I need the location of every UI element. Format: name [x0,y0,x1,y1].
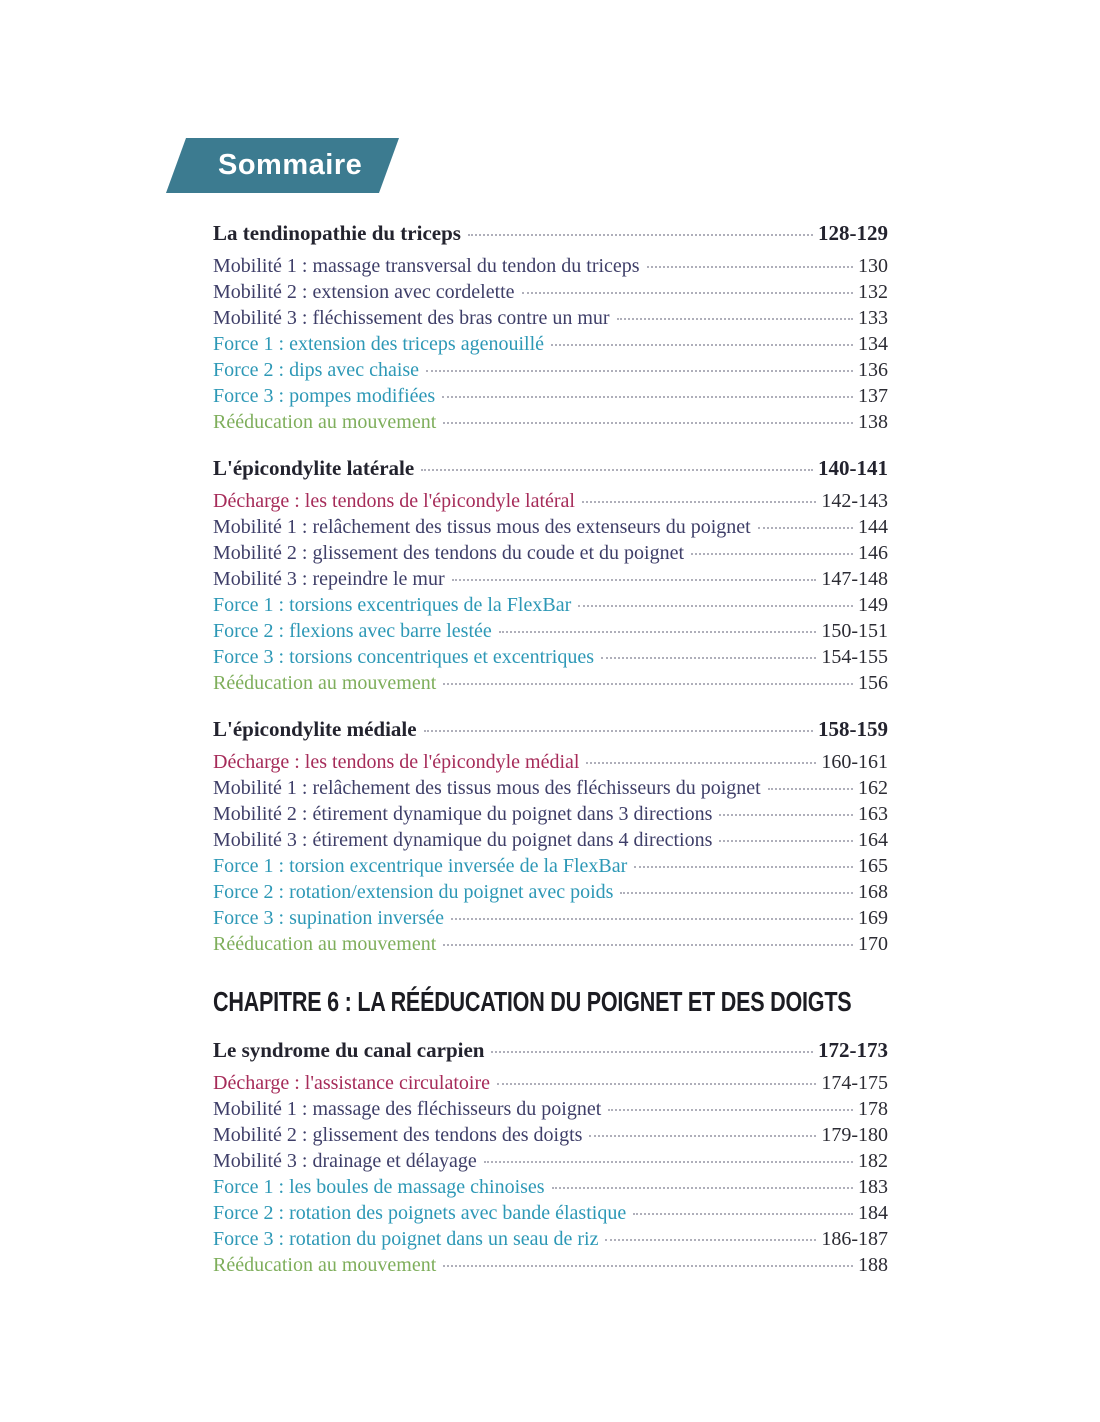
toc-entry-label: Force 3 : supination inversée [213,907,445,929]
toc-entry-row [213,853,888,879]
toc-entry-row [213,801,888,827]
dot-leader [633,1213,853,1215]
dot-leader [578,605,853,607]
toc-entry-label: Force 1 : les boules de massage chinoises [213,1176,545,1198]
toc-entry-page-number: 130 [858,255,888,277]
toc-entry-label: Mobilité 1 : massage transversal du tendon du triceps [213,255,640,277]
toc-entry-label: Mobilité 1 : relâchement des tissus mous des fléchisseurs du poignet [213,777,761,799]
toc-entry-page-number: 134 [858,333,888,355]
toc-section [213,716,888,957]
toc-entry-row [213,279,888,305]
toc-entry-page-number: 160-161 [821,751,888,773]
toc-entry-label: Mobilité 3 : étirement dynamique du poignet dans 4 directions [213,829,713,851]
dot-leader [452,579,817,581]
dot-leader [443,683,853,685]
toc-entry-row [213,1174,888,1200]
toc-entry-row [213,1096,888,1122]
toc-entry-label: Mobilité 2 : glissement des tendons du coude et du poignet [213,542,685,564]
toc-entry-page-number: 184 [858,1202,888,1224]
toc-entry-row [213,514,888,540]
chapter-heading-text: CHAPITRE 6 : LA RÉÉDUCATION DU POIGNET ET DES DOIGTS [213,986,852,1017]
dot-leader [634,866,853,868]
toc-section-title-label: Le syndrome du canal carpien [213,1038,485,1062]
toc-entry-page-number: 183 [858,1176,888,1198]
toc-section-title-label: La tendinopathie du triceps [213,221,461,245]
toc-entry-page-number: 179-180 [821,1124,888,1146]
toc-entry-page-number: 138 [858,411,888,433]
sommaire-banner [166,138,399,193]
dot-leader [551,344,853,346]
toc-entry-row [213,1070,888,1096]
toc-entry-label: Force 2 : flexions avec barre lestée [213,620,492,642]
dot-leader [552,1187,853,1189]
toc-entry-page-number: 170 [858,933,888,955]
toc-entry-label: Force 1 : torsions excentriques de la FlexBar [213,594,572,616]
toc-entry-label: Mobilité 1 : massage des fléchisseurs du poignet [213,1098,602,1120]
toc-entry-row [213,357,888,383]
toc-entry-page-number: 136 [858,359,888,381]
dot-leader [443,1265,853,1267]
dot-leader [443,422,853,424]
toc-entry-label: Mobilité 2 : extension avec cordelette [213,281,515,303]
toc-entry-row [213,879,888,905]
dot-leader [605,1239,816,1241]
toc-section-title-page-number: 158-159 [818,717,888,741]
toc-entry-row [213,540,888,566]
toc-section [213,1037,888,1278]
dot-leader [421,469,813,471]
toc-entry-label: Rééducation au mouvement [213,933,437,955]
toc-entry-page-number: 174-175 [821,1072,888,1094]
toc-section-title-row [213,716,888,742]
toc-section-title-row [213,455,888,481]
toc-entry-page-number: 133 [858,307,888,329]
dot-leader [491,1051,813,1053]
toc-entry-page-number: 163 [858,803,888,825]
chapter-heading [213,987,888,1017]
toc-entry-row [213,670,888,696]
toc-entry-label: Force 3 : torsions concentriques et excentriques [213,646,594,668]
dot-leader [443,944,853,946]
toc-entry-row [213,592,888,618]
toc-entry-page-number: 137 [858,385,888,407]
toc-entry-label: Mobilité 2 : glissement des tendons des doigts [213,1124,583,1146]
dot-leader [758,527,853,529]
toc-entry-page-number: 169 [858,907,888,929]
dot-leader [719,814,853,816]
dot-leader [768,788,853,790]
toc-entry-page-number: 162 [858,777,888,799]
toc-entry-page-number: 147-148 [821,568,888,590]
toc-section-title-label: L'épicondylite médiale [213,717,417,741]
toc-entry-page-number: 186-187 [821,1228,888,1250]
toc-entry-row [213,1122,888,1148]
toc-entry-row [213,644,888,670]
toc-entry-row [213,775,888,801]
toc-entry-label: Décharge : l'assistance circulatoire [213,1072,490,1094]
toc-entry-page-number: 188 [858,1254,888,1276]
toc-entry-page-number: 168 [858,881,888,903]
toc-entry-label: Force 1 : extension des triceps agenouillé [213,333,545,355]
dot-leader [468,234,813,236]
toc-entry-row [213,409,888,435]
toc-section-title-row [213,1037,888,1063]
toc-entry-page-number: 156 [858,672,888,694]
dot-leader [586,762,816,764]
dot-leader [497,1083,816,1085]
toc-section-title-page-number: 172-173 [818,1038,888,1062]
toc-entry-page-number: 144 [858,516,888,538]
toc-entry-page-number: 165 [858,855,888,877]
toc-entry-label: Rééducation au mouvement [213,1254,437,1276]
dot-leader [426,370,853,372]
toc-entry-page-number: 149 [858,594,888,616]
dot-leader [499,631,817,633]
toc-entry-row [213,749,888,775]
toc-entry-row [213,488,888,514]
toc-entry-row [213,1252,888,1278]
dot-leader [647,266,853,268]
toc-entry-label: Force 2 : rotation/extension du poignet avec poids [213,881,614,903]
toc-entry-row [213,618,888,644]
toc-section [213,220,888,435]
table-of-contents [213,220,888,1278]
toc-entry-label: Rééducation au mouvement [213,411,437,433]
toc-entry-label: Force 3 : rotation du poignet dans un seau de riz [213,1228,599,1250]
toc-entry-row [213,1226,888,1252]
toc-entry-row [213,253,888,279]
toc-entry-label: Mobilité 3 : drainage et délayage [213,1150,477,1172]
toc-entry-label: Mobilité 3 : fléchissement des bras contre un mur [213,307,610,329]
dot-leader [451,918,853,920]
toc-entry-page-number: 146 [858,542,888,564]
dot-leader [582,501,816,503]
toc-entry-row [213,905,888,931]
toc-entry-row [213,931,888,957]
dot-leader [589,1135,816,1137]
toc-entry-page-number: 154-155 [821,646,888,668]
dot-leader [617,318,853,320]
sommaire-banner-title: Sommaire [218,149,363,181]
toc-entry-page-number: 182 [858,1150,888,1172]
dot-leader [719,840,853,842]
dot-leader [608,1109,853,1111]
toc-entry-row [213,827,888,853]
dot-leader [424,730,813,732]
toc-entry-label: Force 3 : pompes modifiées [213,385,436,407]
toc-entry-label: Force 2 : dips avec chaise [213,359,420,381]
toc-entry-row [213,1200,888,1226]
toc-section-title-page-number: 128-129 [818,221,888,245]
dot-leader [620,892,853,894]
dot-leader [691,553,853,555]
toc-entry-row [213,1148,888,1174]
toc-entry-label: Décharge : les tendons de l'épicondyle latéral [213,490,575,512]
toc-entry-label: Décharge : les tendons de l'épicondyle médial [213,751,580,773]
toc-entry-row [213,383,888,409]
dot-leader [484,1161,853,1163]
toc-entry-page-number: 142-143 [821,490,888,512]
toc-entry-row [213,566,888,592]
toc-section [213,455,888,696]
toc-entry-page-number: 164 [858,829,888,851]
toc-entry-label: Force 2 : rotation des poignets avec bande élastique [213,1202,627,1224]
dot-leader [601,657,816,659]
toc-entry-label: Force 1 : torsion excentrique inversée de la FlexBar [213,855,628,877]
toc-section-title-row [213,220,888,246]
toc-entry-label: Mobilité 2 : étirement dynamique du poignet dans 3 directions [213,803,713,825]
dot-leader [442,396,853,398]
toc-entry-row [213,305,888,331]
toc-entry-page-number: 178 [858,1098,888,1120]
toc-entry-label: Mobilité 3 : repeindre le mur [213,568,445,590]
toc-section-title-page-number: 140-141 [818,456,888,480]
toc-entry-row [213,331,888,357]
toc-entry-page-number: 150-151 [821,620,888,642]
toc-section-title-label: L'épicondylite latérale [213,456,415,480]
toc-entry-label: Rééducation au mouvement [213,672,437,694]
toc-entry-label: Mobilité 1 : relâchement des tissus mous des extenseurs du poignet [213,516,751,538]
toc-entry-page-number: 132 [858,281,888,303]
dot-leader [522,292,853,294]
